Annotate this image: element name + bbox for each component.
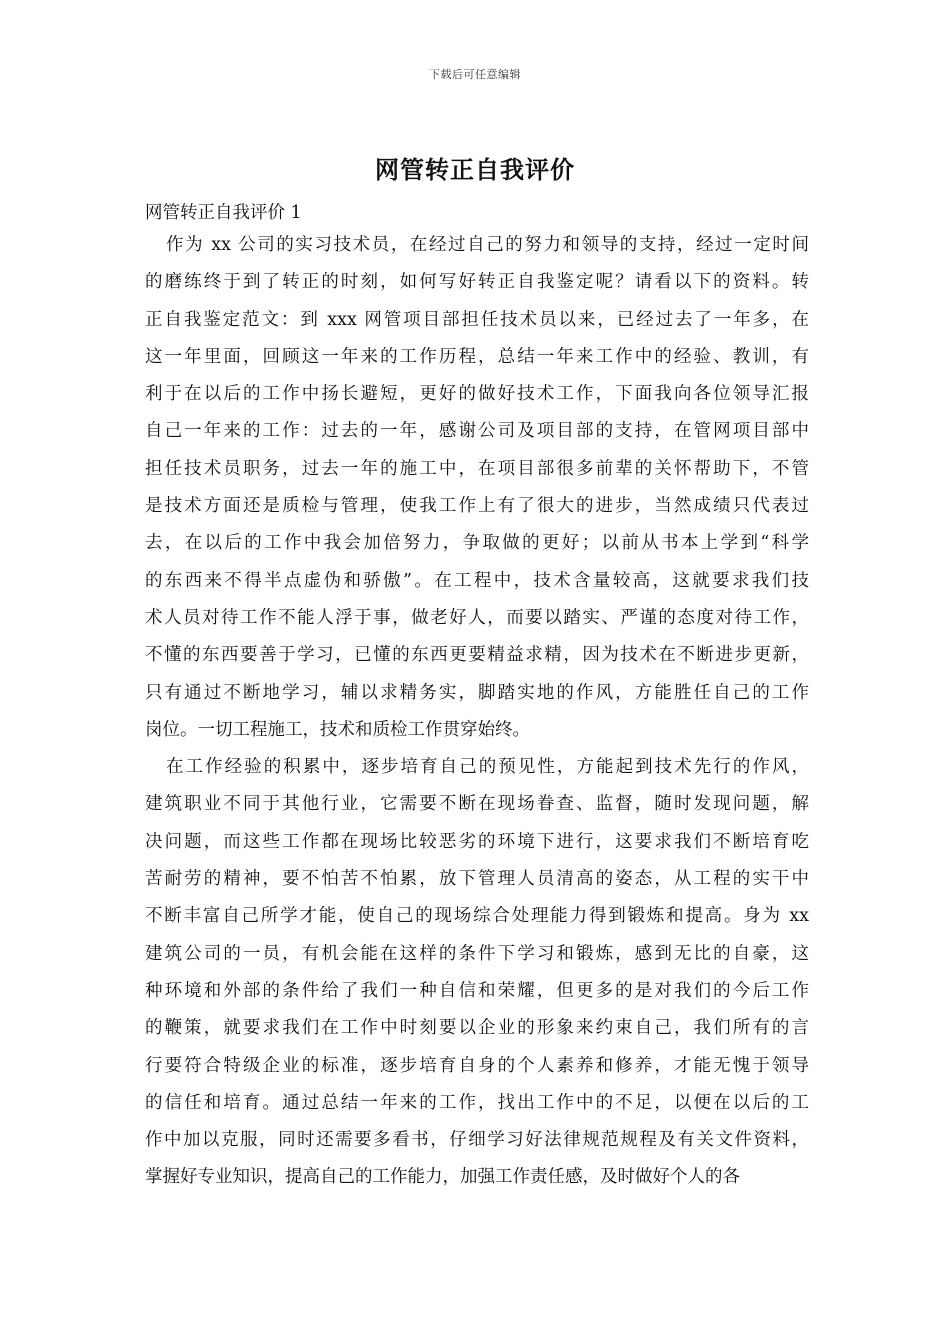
paragraph-line: 种环境和外部的条件给了我们一种自信和荣耀，但更多的是对我们的今后工作 xyxy=(145,980,809,1001)
paragraph-line: 的信任和培育。通过总结一年来的工作，找出工作中的不足，以便在以后的工 xyxy=(145,1092,809,1113)
paragraph-line: 不懂的东西要善于学习，已懂的东西更要精益求精，因为技术在不断进步更新， xyxy=(145,645,809,666)
paragraph-line: 担任技术员职务，过去一年的施工中，在项目部很多前辈的关怀帮助下，不管 xyxy=(145,458,809,479)
paragraph xyxy=(145,749,809,1197)
section-heading: 网管转正自我评价 1 xyxy=(145,203,302,223)
paragraph-line: 是技术方面还是质检与管理，使我工作上有了很大的进步，当然成绩只代表过 xyxy=(145,496,809,517)
paragraph-line: 的东西来不得半点虚伪和骄傲”。在工程中，技术含量较高，这就要求我们技 xyxy=(145,570,809,591)
paragraph-line: 的鞭策，就要求我们在工作中时刻要以企业的形象来约束自己，我们所有的言 xyxy=(145,1018,809,1039)
paragraph-line: 掌握好专业知识，提高自己的工作能力，加强工作责任感，及时做好个人的各 xyxy=(145,1167,740,1188)
paragraph-line: 术人员对待工作不能人浮于事，做老好人，而要以踏实、严谨的态度对待工作， xyxy=(145,607,809,628)
paragraph-line: 去，在以后的工作中我会加倍努力，争取做的更好；以前从书本上学到“科学 xyxy=(145,533,809,554)
paragraph-line: 正自我鉴定范文：到 xxx 网管项目部担任技术员以来，已经过去了一年多，在 xyxy=(145,309,809,330)
paragraph-line: 自己一年来的工作：过去的一年，感谢公司及项目部的支持，在管网项目部中 xyxy=(145,421,809,442)
paragraphs-container xyxy=(145,227,809,1197)
paragraph-line: 建筑职业不同于其他行业，它需要不断在现场眷查、监督，随时发现问题，解 xyxy=(145,794,809,815)
paragraph-line: 作中加以克服，同时还需要多看书，仔细学习好法律规范规程及有关文件资料， xyxy=(145,1130,809,1151)
paragraph-line: 作为 xx 公司的实习技术员，在经过自己的努力和领导的支持，经过一定时间 xyxy=(166,235,809,255)
paragraph-line: 这一年里面，回顾这一年来的工作历程，总结一年来工作中的经验、教训，有 xyxy=(145,346,809,367)
paragraph-line: 岗位。一切工程施工，技术和质检工作贯穿始终。 xyxy=(145,719,530,740)
paragraph-line: 苦耐劳的精神，要不怕苦不怕累，放下管理人员清高的姿态，从工程的实干中 xyxy=(145,869,809,890)
paragraph-line: 建筑公司的一员，有机会能在这样的条件下学习和锻炼，感到无比的自豪，这 xyxy=(145,943,809,964)
paragraph-line: 行要符合特级企业的标准，逐步培育自身的个人素养和修养，才能无愧于领导 xyxy=(145,1055,809,1076)
header-note: 下载后可任意编辑 xyxy=(429,68,521,81)
paragraph-line: 只有通过不断地学习，辅以求精务实，脚踏实地的作风，方能胜任自己的工作 xyxy=(145,682,809,703)
paragraph-line: 不断丰富自己所学才能，使自己的现场综合处理能力得到锻炼和提高。身为 xx xyxy=(145,906,809,927)
paragraph-line: 决问题，而这些工作都在现场比较恶劣的环境下进行，这要求我们不断培育吃 xyxy=(145,831,809,852)
paragraph xyxy=(145,227,809,749)
paragraph-line: 的磨练终于到了转正的时刻，如何写好转正自我鉴定呢？请看以下的资料。转 xyxy=(145,272,809,293)
paragraph-line: 利于在以后的工作中扬长避短，更好的做好技术工作，下面我向各位领导汇报 xyxy=(145,384,809,405)
document-body xyxy=(145,199,809,1197)
paragraph-line: 在工作经验的积累中，逐步培育自己的预见性，方能起到技术先行的作风， xyxy=(166,757,809,778)
document-title: 网管转正自我评价 xyxy=(375,155,575,184)
